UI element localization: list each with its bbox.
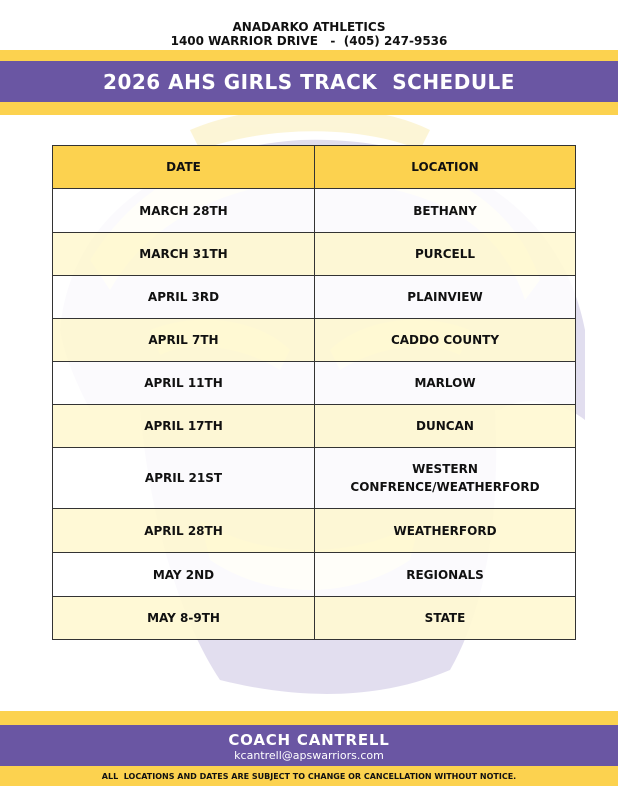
disclaimer-notice: ALL LOCATIONS AND DATES ARE SUBJECT TO CHANGE OR CANCELLATION WITHOUT NOTICE. — [101, 771, 517, 781]
location-cell: PURCELL — [315, 233, 576, 276]
footer-notice-bar — [0, 766, 618, 786]
location-cell: STATE — [315, 597, 576, 640]
location-cell: BETHANY — [315, 189, 576, 233]
date-cell: APRIL 11TH — [53, 362, 315, 405]
location-cell: PLAINVIEW — [315, 276, 576, 319]
location-line-1: WESTERN — [412, 462, 478, 476]
table-row — [53, 319, 576, 362]
table-row — [53, 276, 576, 319]
table-row — [53, 405, 576, 448]
coach-name: COACH CANTRELL — [228, 731, 390, 749]
date-cell: MAY 8-9TH — [53, 597, 315, 640]
date-column-header: DATE — [53, 146, 315, 189]
date-cell: APRIL 3RD — [53, 276, 315, 319]
table-row — [53, 362, 576, 405]
table-row — [53, 553, 576, 597]
org-name: ANADARKO ATHLETICS — [232, 20, 386, 34]
footer-band — [0, 725, 618, 766]
table-row — [53, 597, 576, 640]
page-title: 2026 AHS GIRLS TRACK SCHEDULE — [103, 69, 515, 94]
date-cell: APRIL 17TH — [53, 405, 315, 448]
date-cell: MARCH 28TH — [53, 189, 315, 233]
table-row — [53, 233, 576, 276]
location-cell: REGIONALS — [315, 553, 576, 597]
location-cell: WEATHERFORD — [315, 509, 576, 553]
location-cell: MARLOW — [315, 362, 576, 405]
top-gold-stripe — [0, 50, 618, 61]
date-cell: APRIL 7TH — [53, 319, 315, 362]
table-row — [53, 509, 576, 553]
title-band — [0, 61, 618, 102]
location-column-header: LOCATION — [315, 146, 576, 189]
location-cell: CADDO COUNTY — [315, 319, 576, 362]
top-gold-stripe-lower — [0, 102, 618, 115]
date-cell: APRIL 28TH — [53, 509, 315, 553]
schedule-table — [52, 145, 576, 640]
location-cell: DUNCAN — [315, 405, 576, 448]
date-cell: APRIL 21ST — [53, 448, 315, 509]
org-address: 1400 WARRIOR DRIVE - (405) 247-9536 — [170, 34, 448, 48]
footer-gold-stripe — [0, 711, 618, 725]
table-header-row — [53, 146, 576, 189]
table-row — [53, 448, 576, 509]
date-cell: MAY 2ND — [53, 553, 315, 597]
table-row — [53, 189, 576, 233]
coach-email: kcantrell@apswarriors.com — [234, 749, 384, 762]
location-line-2: CONFRENCE/WEATHERFORD — [350, 480, 540, 494]
header — [0, 20, 618, 48]
location-cell — [315, 448, 576, 509]
date-cell: MARCH 31TH — [53, 233, 315, 276]
